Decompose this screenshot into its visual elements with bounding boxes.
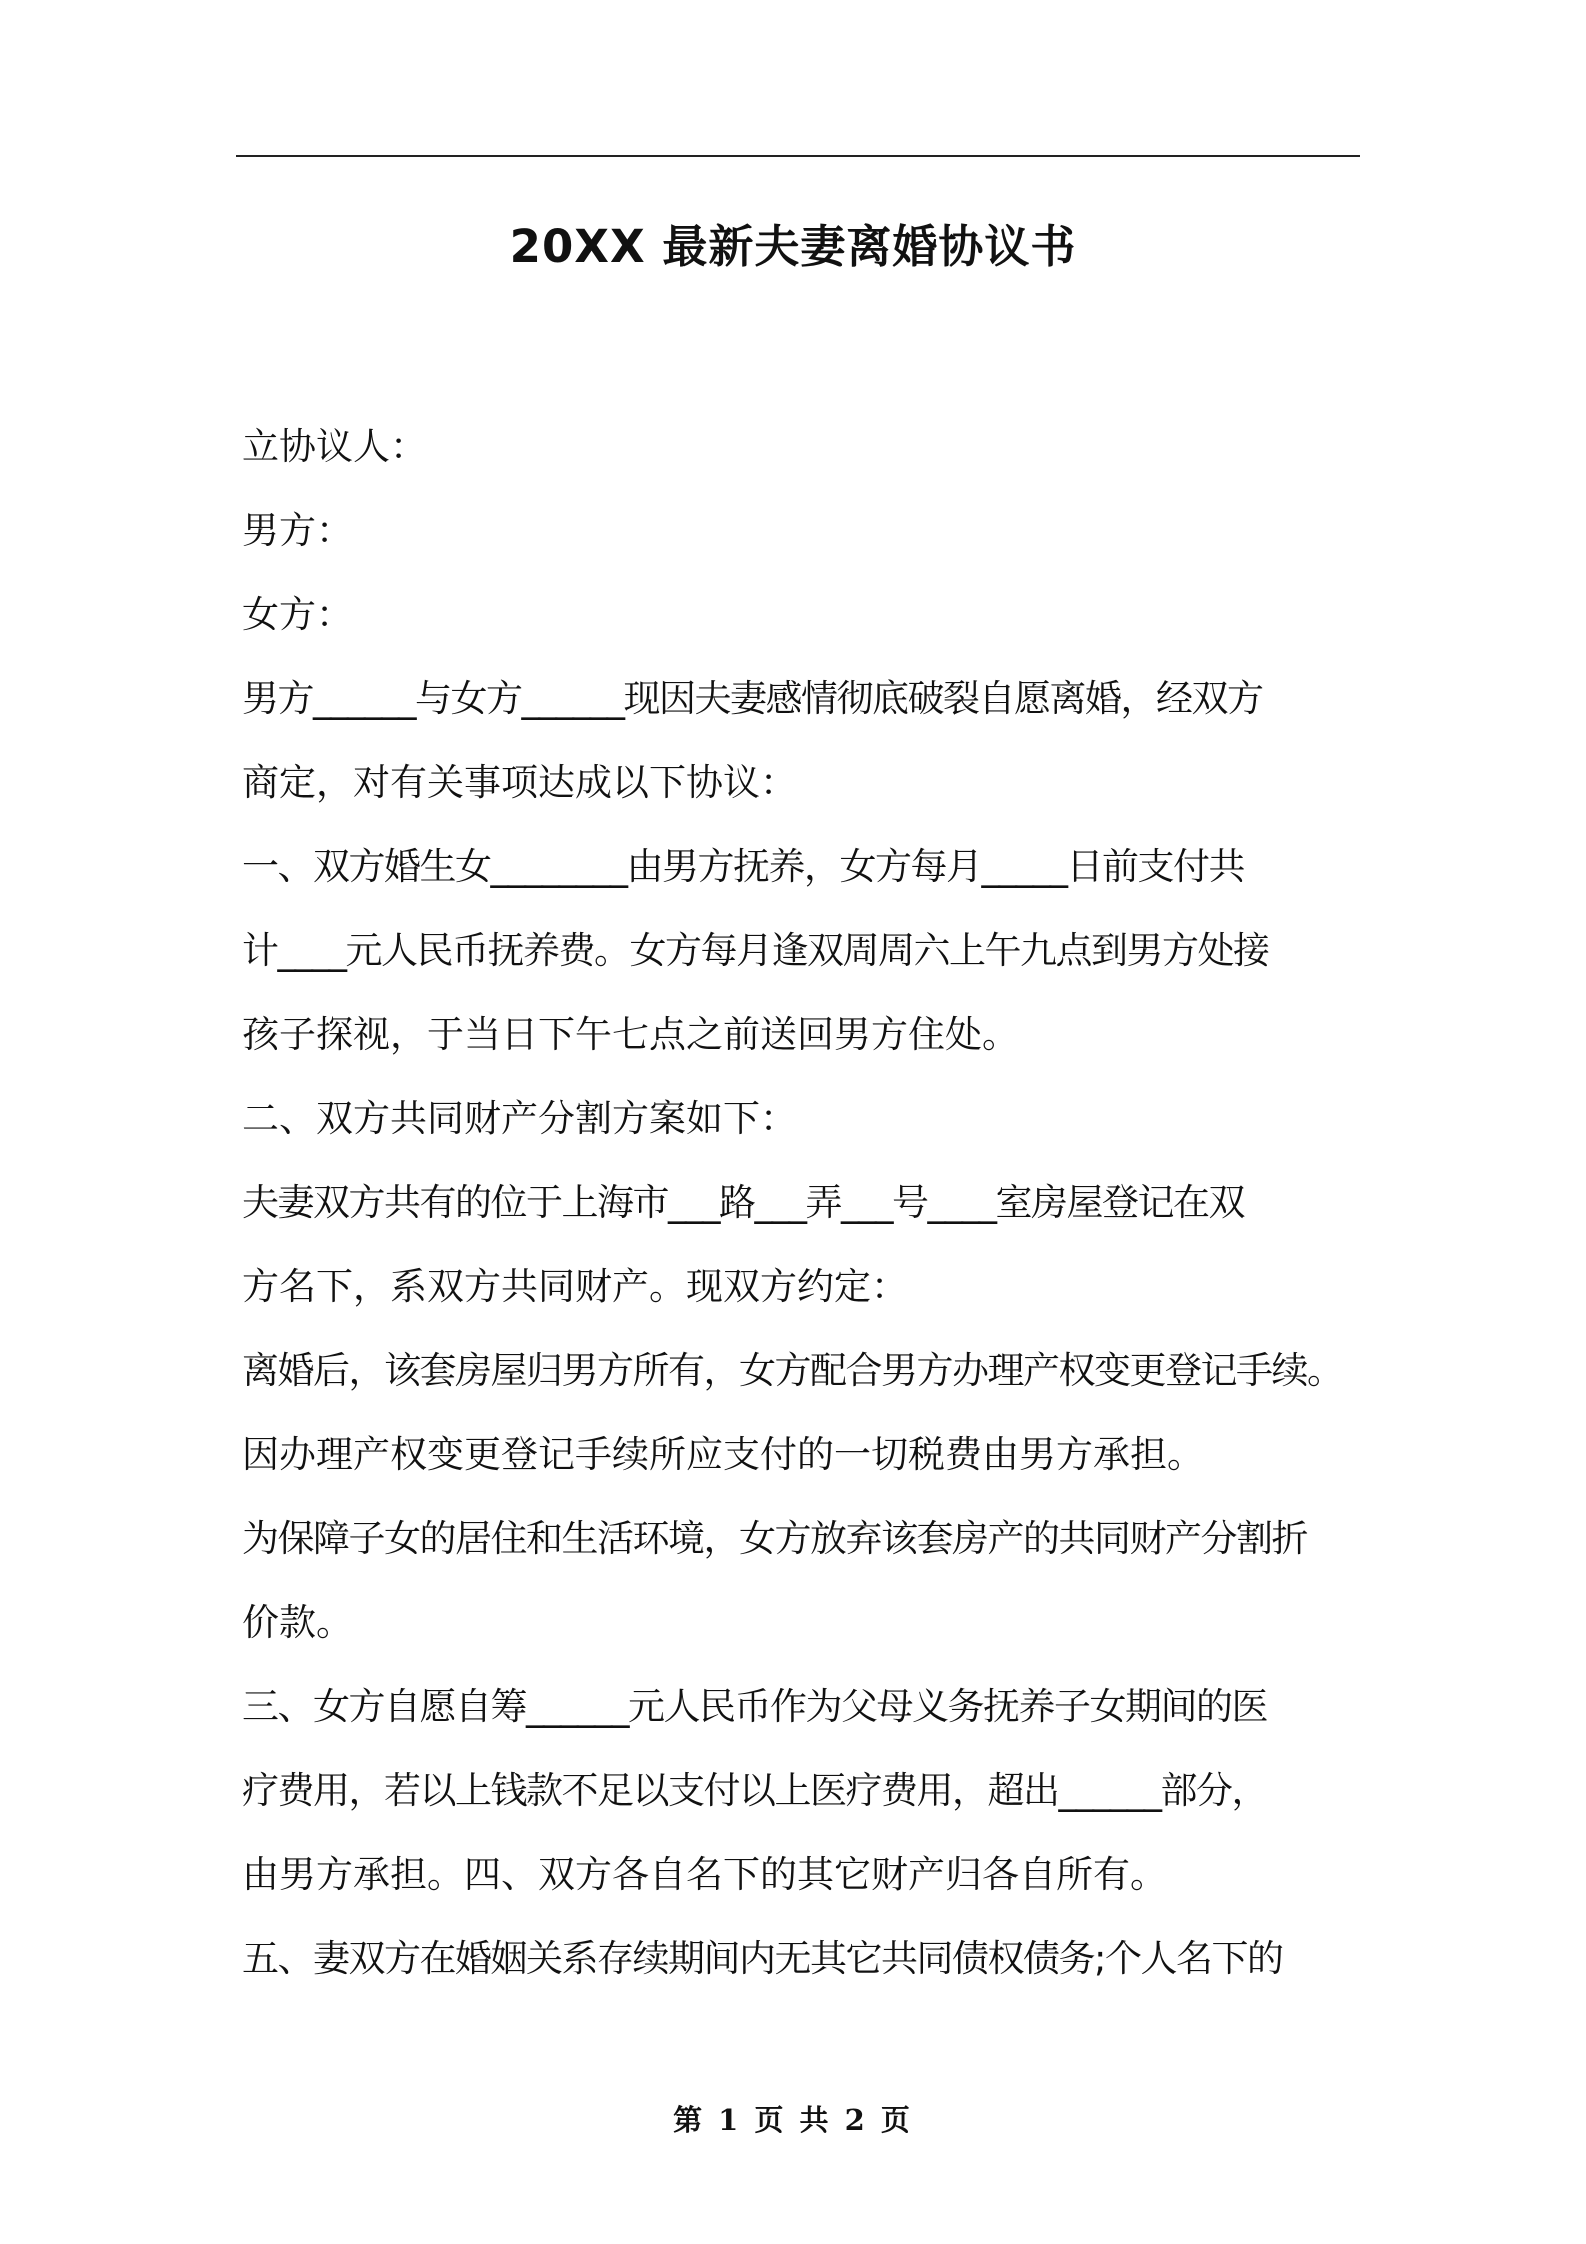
body-line: 价款。: [242, 1601, 353, 1644]
body-line: 夫妻双方共有的位于上海市___路___弄___号____室房屋登记在双: [242, 1181, 1244, 1224]
body-line: 离婚后，该套房屋归男方所有，女方配合男方办理产权变更登记手续。: [242, 1349, 1343, 1392]
body-line: 由男方承担。四、双方各自名下的其它财产归各自所有。: [242, 1853, 1167, 1896]
body-line: 一、双方婚生女________由男方抚养，女方每月_____日前支付共: [242, 845, 1244, 888]
header-rule: [236, 155, 1360, 157]
body-line: 疗费用，若以上钱款不足以支付以上医疗费用，超出______部分，: [242, 1769, 1267, 1812]
body-line: 商定，对有关事项达成以下协议：: [242, 761, 797, 804]
body-line: 方名下，系双方共同财产。现双方约定：: [242, 1265, 908, 1308]
body-line: 五、妻双方在婚姻关系存续期间内无其它共同债权债务;个人名下的: [242, 1937, 1283, 1980]
document-title: 20XX 最新夫妻离婚协议书: [509, 220, 1077, 273]
body-line: 男方______与女方______现因夫妻感情彻底破裂自愿离婚，经双方: [242, 677, 1263, 720]
body-line: 男方：: [242, 509, 353, 552]
body-line: 立协议人：: [242, 425, 427, 468]
body-line: 二、双方共同财产分割方案如下：: [242, 1097, 797, 1140]
page-number-footer: 第 1 页 共 2 页: [673, 2103, 913, 2137]
body-line: 计____元人民币抚养费。女方每月逢双周周六上午九点到男方处接: [242, 929, 1269, 972]
body-line: 女方：: [242, 593, 353, 636]
document-body: [242, 405, 1362, 2001]
body-line: 孩子探视，于当日下午七点之前送回男方住处。: [242, 1013, 1019, 1056]
body-line: 因办理产权变更登记手续所应支付的一切税费由男方承担。: [242, 1433, 1204, 1476]
body-line: 三、女方自愿自筹______元人民币作为父母义务抚养子女期间的医: [242, 1685, 1267, 1728]
body-line: 为保障子女的居住和生活环境，女方放弃该套房产的共同财产分割折: [242, 1517, 1307, 1560]
